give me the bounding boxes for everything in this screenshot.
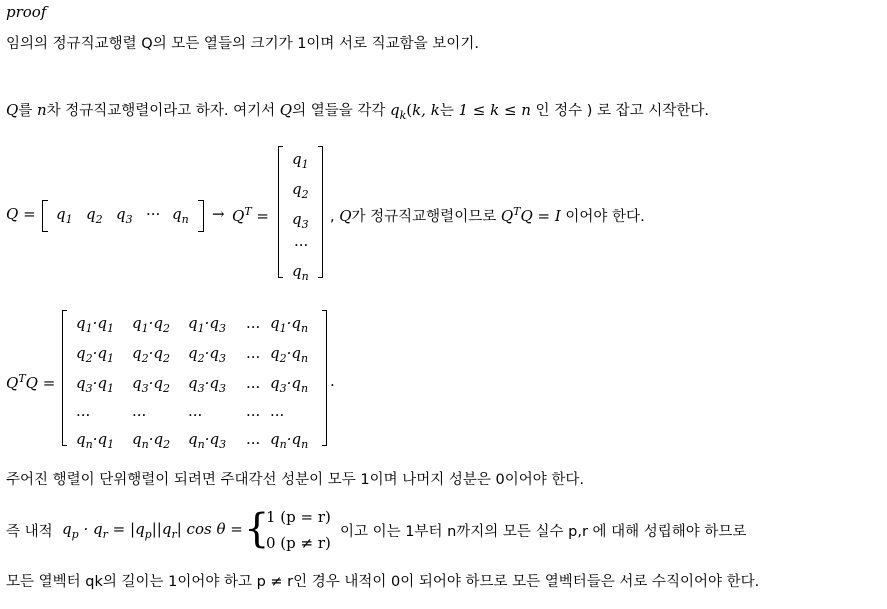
eq2-tail: . bbox=[330, 372, 335, 390]
eq2-cell-r1-c3: $q_1\cdot q_3$ bbox=[188, 314, 226, 335]
eq2-cell-r1-c4: ... bbox=[246, 314, 261, 332]
setup-k-sub: k bbox=[399, 109, 407, 122]
eq2-cell-r5-c1: $q_n\cdot q_1$ bbox=[76, 430, 115, 451]
proof-label: proof bbox=[6, 3, 47, 21]
eq2-bracket-left bbox=[62, 310, 67, 446]
eq1-col-q3: $q_3$ bbox=[292, 210, 309, 231]
setup-t5: 는 bbox=[439, 103, 459, 119]
inner-pre: 즉 내적 bbox=[6, 524, 53, 540]
setup-q2: Q bbox=[279, 101, 293, 119]
eq1-row-qn: $q_n$ bbox=[172, 205, 189, 226]
eq2-cell-r2-c2: $q_2\cdot q_2$ bbox=[132, 344, 170, 365]
eq1-col-dots: ··· bbox=[294, 236, 309, 254]
eq2-cell-r4-c1: ... bbox=[76, 402, 91, 420]
eq2-cell-r3-c2: $q_3\cdot q_2$ bbox=[132, 374, 170, 395]
eq1-comment: , Q가 정규직교행렬이므로 $Q^TQ = I$ 이어야 한다. bbox=[330, 205, 645, 225]
conclusion-text: 모든 열벡터 qk의 길이는 1이어야 하고 p ≠ r인 경우 내적이 0이 되어야 하므로 모든 열벡터들은 서로 수직이어야 한다. bbox=[6, 574, 760, 590]
eq2-cell-r5-c4: ... bbox=[246, 430, 261, 448]
eq2-cell-r5-c3: $q_n\cdot q_3$ bbox=[188, 430, 227, 451]
eq2-cell-r4-c3: ... bbox=[188, 402, 203, 420]
eq1-row-bracket-right bbox=[198, 200, 204, 232]
eq2-bracket-right bbox=[322, 310, 327, 446]
setup-q: Q bbox=[6, 101, 19, 119]
eq2-cell-r3-c5: $q_3\cdot q_n$ bbox=[270, 374, 309, 395]
eq1-col-q1: $q_1$ bbox=[292, 150, 309, 171]
eq1-col-qn: $q_n$ bbox=[292, 262, 309, 283]
eq2-cell-r3-c4: ... bbox=[246, 374, 261, 392]
case-2: 0 (p ≠ r) bbox=[266, 534, 331, 552]
inner-post: 이고 이는 1부터 n까지의 모든 실수 p,r 에 대해 성립해야 하므로 bbox=[340, 524, 747, 540]
eq2-cell-r2-c4: ... bbox=[246, 344, 261, 362]
eq1-row-q1: $q_1$ bbox=[56, 205, 73, 226]
statement-text: 임의의 정규직교행렬 Q의 모든 열들의 크기가 1이며 서로 직교함을 보이기. bbox=[6, 36, 479, 52]
eq2-cell-r5-c2: $q_n\cdot q_2$ bbox=[132, 430, 171, 451]
eq2-cell-r1-c1: $q_1\cdot q_1$ bbox=[76, 314, 114, 335]
cases-brace: { bbox=[244, 506, 270, 552]
eq1-col-bracket-right bbox=[318, 146, 323, 278]
eq1-qt: $Q^T$ = bbox=[232, 205, 269, 225]
eq1-row-q2: $q_2$ bbox=[86, 205, 103, 226]
eq2-cell-r3-c1: $q_3\cdot q_1$ bbox=[76, 374, 114, 395]
diagonal-text: 주어진 행렬이 단위행렬이 되려면 주대각선 성분이 모두 1이며 나머지 성분은 0이어야 한다. bbox=[6, 472, 585, 488]
eq2-cell-r4-c2: ... bbox=[132, 402, 147, 420]
eq1-col-bracket-left bbox=[278, 146, 283, 278]
eq2-cell-r4-c5: ... bbox=[270, 402, 285, 420]
case-1: 1 (p = r) bbox=[266, 508, 331, 526]
setup-paren: ( bbox=[406, 101, 413, 119]
setup-t2: 차 정규직교행렬이라고 하자. 여기서 bbox=[46, 103, 280, 119]
eq2-cell-r1-c5: $q_1\cdot q_n$ bbox=[270, 314, 309, 335]
eq1-col-q2: $q_2$ bbox=[292, 180, 309, 201]
eq2-lhs: $Q^TQ$ = bbox=[6, 372, 56, 392]
eq1-lhs: Q = bbox=[6, 205, 36, 223]
eq2-cell-r2-c5: $q_2\cdot q_n$ bbox=[270, 344, 309, 365]
setup-t3: 의 열들을 각각 bbox=[292, 103, 390, 119]
eq2-cell-r5-c5: $q_n\cdot q_n$ bbox=[270, 430, 309, 451]
eq1-row-bracket-left bbox=[42, 200, 48, 232]
setup-cond: 1 ≤ k ≤ n bbox=[458, 101, 531, 119]
eq2-cell-r1-c2: $q_1\cdot q_2$ bbox=[132, 314, 170, 335]
setup-t6: 인 정수 ) 로 잡고 시작한다. bbox=[530, 103, 709, 119]
eq1-arrow: → bbox=[212, 205, 225, 223]
setup-n: n bbox=[36, 101, 47, 119]
eq1-row-dots: ··· bbox=[146, 205, 161, 223]
inner-formula: $q_p \cdot q_r = |q_p||q_r|$ cos θ = bbox=[62, 520, 243, 541]
eq2-cell-r3-c3: $q_3\cdot q_3$ bbox=[188, 374, 226, 395]
eq2-cell-r4-c4: ... bbox=[246, 402, 261, 420]
eq1-row-q3: $q_3$ bbox=[116, 205, 133, 226]
setup-t1: 를 bbox=[18, 103, 37, 119]
setup-text bbox=[6, 100, 709, 126]
setup-kk: k, k bbox=[412, 101, 440, 119]
eq2-cell-r2-c1: $q_2\cdot q_1$ bbox=[76, 344, 114, 365]
eq2-cell-r2-c3: $q_2\cdot q_3$ bbox=[188, 344, 226, 365]
setup-qk: q bbox=[389, 101, 400, 119]
